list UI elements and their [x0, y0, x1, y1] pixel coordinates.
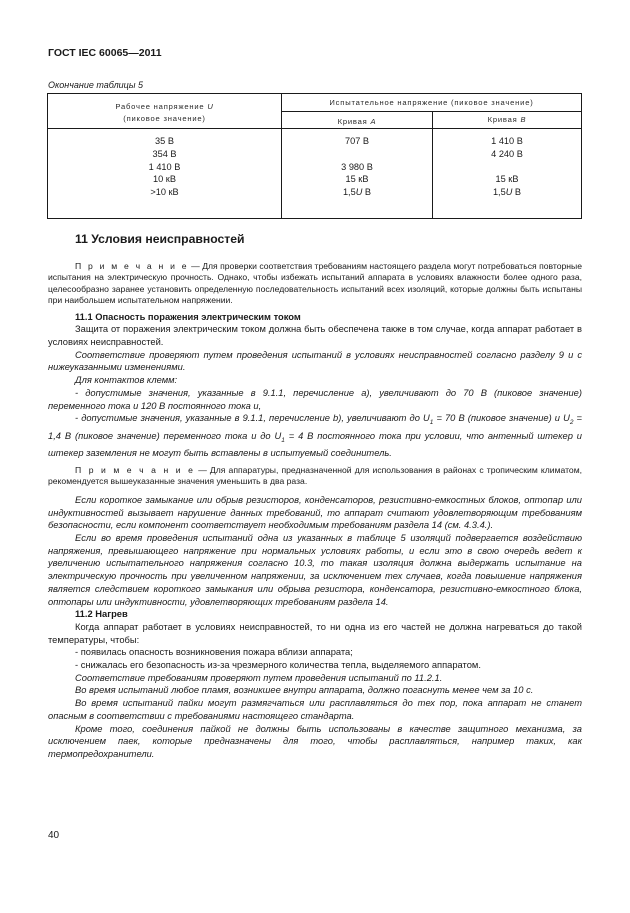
body-text [48, 261, 582, 761]
paragraph: Когда аппарат работает в условиях неисправностей, то ни одна из его частей не должна нагреваться до такой температуры, чтобы: [48, 621, 582, 645]
paragraph: Кроме того, соединения пайкой не должны быть использованы в качестве защитного механизма, за исключением паек, которые предназначены для того, чтобы расплавляться, например таких, как термопредохранители. [48, 723, 582, 759]
paragraph: Соответствие требованиям проверяют путем проведения испытаний по 11.2.1. [75, 672, 443, 683]
paragraph: Во время испытаний любое пламя, возникшее внутри аппарата, должно погаснуть менее чем за 10 с. [75, 685, 534, 696]
working-voltage-values: 35 В 354 В 1 410 В 10 кВ >10 кВ [48, 129, 282, 219]
test-voltage-header: Испытательное напряжение (пиковое значение) [282, 94, 582, 112]
section-title: 11 Условия неисправностей [75, 232, 245, 246]
curve-a-values: 707 В 3 980 В 15 кВ 1,5U В [282, 129, 433, 219]
paragraph: - допустимые значения, указанные в 9.1.1, перечисление b), увеличивают до $U_1 = 70$ В (пиковое значение) и $U_2 = 1,4$ В (пиковое значение) переменного тока и до $U_1 = 4$ В постоянного тока при условии, что антенный штекер и штекер заземления не могут быть вставлены в испытуемый соединитель. [48, 413, 583, 459]
note-1: П р и м е ч а н и е — Для проверки соответствия требованиям настоящего раздела могут потребоваться повторные испытания на электрическую прочность. Однако, чтобы избежать испытаний аппарата в условиях влажности более одного раза, целесообразно заранее установить определенную последовательность испытаний всех изоляций, которые должны быть испытаны при наибольшем испытательном напряжении. [48, 261, 582, 306]
curve-b-values: 1 410 В 4 240 В 15 кВ 1,5U В [433, 129, 582, 219]
curve-a-header: Кривая A [282, 112, 433, 129]
subsection-11-2-title: 11.2 Нагрев [75, 609, 128, 620]
paragraph: Защита от поражения электрическим током должна быть обеспечена также в том случае, когда аппарат работает в условиях неисправностей. [48, 324, 582, 348]
paragraph: Во время испытаний пайки могут размягчаться или расплавляться до тех пор, пока аппарат не станет опасным в соответствии с требованиями настоящего стандарта. [48, 698, 582, 721]
table-caption: Окончание таблицы 5 [48, 80, 143, 90]
standard-header: ГОСТ IEC 60065—2011 [48, 47, 162, 59]
paragraph: - допустимые значения, указанные в 9.1.1, перечисление а), увеличивают до 70 В (пиковое значение) переменного тока и 120 В постоянного тока и, [48, 387, 582, 411]
table-5 [47, 93, 582, 219]
paragraph: Если короткое замыкание или обрыв резисторов, конденсаторов, резистивно-емкостных блоков, оптопар или индуктивностей вызывает нарушение данных требований, то аппарат считают удовлетворяющим требованиям безопасности, если компонент соответствует необходимым требованиям раздела 14 (см. 4.3.4.). [48, 494, 582, 531]
subsection-11-1-title: 11.1 Опасность поражения электрическим током [75, 311, 301, 322]
curve-b-header: Кривая B [433, 112, 582, 129]
paragraph: Соответствие проверяют путем проведения испытаний в условиях неисправностей согласно разделу 9 и с нижеуказанными изменениями. [48, 349, 582, 373]
page-number: 40 [48, 830, 60, 841]
paragraph: Если во время проведения испытаний одна из указанных в таблице 5 изоляций подвергается воздействию напряжения, превышающего напряжение при нормальных условиях работы, и если это в свою очередь ведет к увеличению испытательного напряжения согласно 10.3, то такая изоляция должна выдержать испытание на электрическую прочность при увеличенном напряжении, за исключением тех случаев, когда повышение напряжения является следствием короткого замыкания или обрыва резистора, конденсатора, резистивно-емкостного блока, оптопары или индуктивности, удовлетворяющих требованиям раздела 14. [48, 533, 582, 607]
paragraph: - появилась опасность возникновения пожара вблизи аппарата; [75, 647, 353, 658]
note-2: П р и м е ч а н и е — Для аппаратуры, предназначенной для использования в районах с тропическим климатом, рекомендуется вышеуказанные значения уменьшить в два раза. [48, 465, 582, 487]
paragraph: - снижалась его безопасность из-за чрезмерного количества тепла, выделяемого аппаратом. [75, 660, 481, 671]
paragraph: Для контактов клемм: [75, 375, 178, 386]
col1-header: Рабочее напряжение U (пиковое значение) [48, 94, 282, 129]
